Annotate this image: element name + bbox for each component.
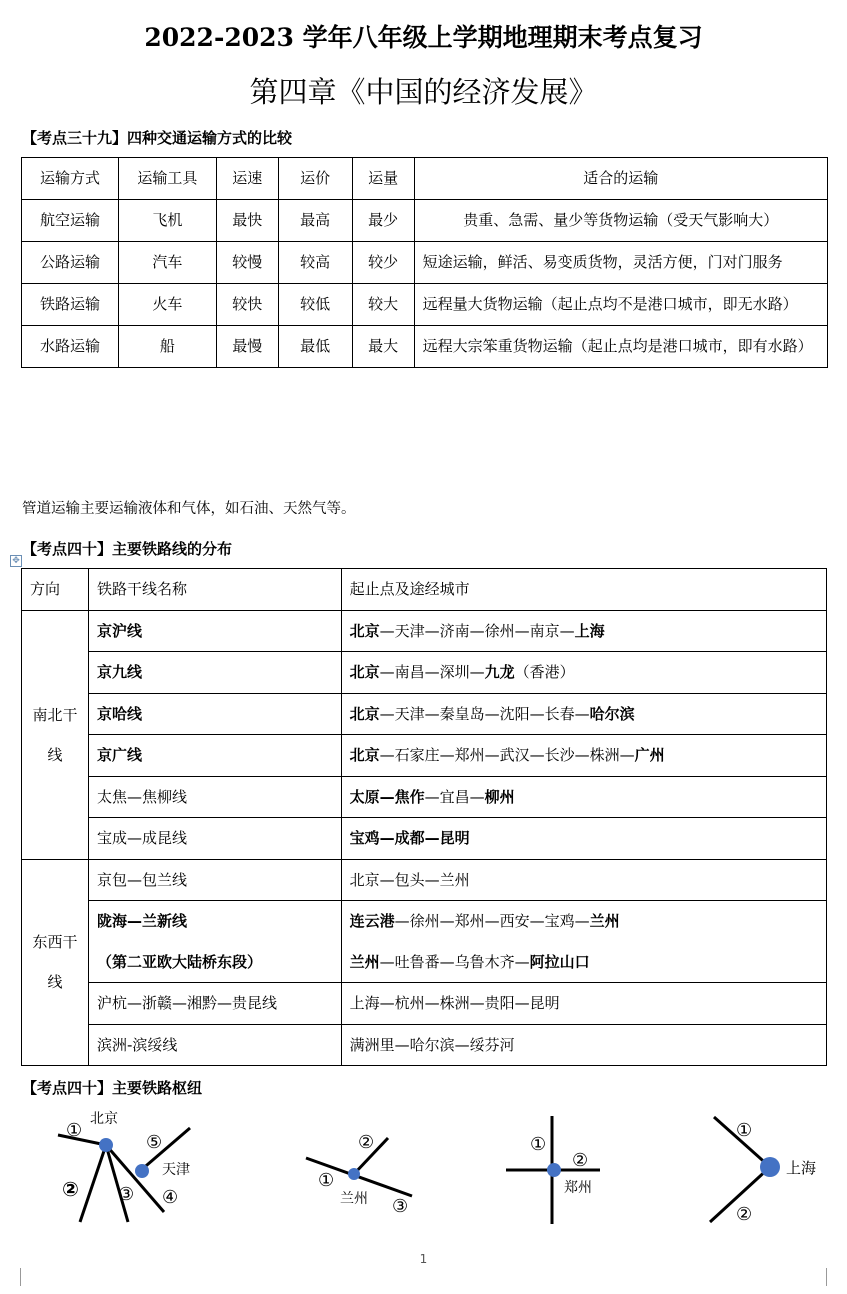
hub-label: 兰州	[340, 1191, 368, 1207]
route-start: 北京	[349, 704, 380, 723]
tianjin-node	[135, 1164, 149, 1178]
table-cell: 最高	[278, 200, 352, 242]
route-end: 广州	[634, 746, 665, 764]
table-cell: 最快	[216, 200, 278, 242]
mark-1: ①	[66, 1120, 83, 1141]
table-cell: 较慢	[216, 242, 278, 284]
table-cell: 较高	[278, 242, 352, 284]
railway-name: 京九线	[88, 652, 341, 694]
rail-line	[80, 1145, 106, 1222]
table-cell: 贵重、急需、量少等货物运输（受天气影响大）	[414, 200, 827, 242]
table-move-handle-icon[interactable]: ✥	[10, 555, 22, 567]
table-cell: 船	[118, 326, 216, 368]
table-cell: 飞机	[118, 200, 216, 242]
table-row	[22, 652, 827, 694]
header-cell: 运输工具	[118, 158, 216, 200]
railway-name-line1: 陇海—兰新线	[96, 912, 187, 930]
group-cell-ns: 南北干线	[22, 610, 89, 859]
hub-label: 北京	[90, 1111, 118, 1127]
table-cell: 短途运输，鲜活、易变质货物，灵活方便，门对门服务	[414, 242, 827, 284]
railway-route	[341, 652, 826, 694]
table-cell: 铁路运输	[22, 284, 119, 326]
mark-5: ⑤	[146, 1132, 163, 1153]
table-row	[22, 326, 828, 368]
mark-2: ②	[572, 1150, 589, 1171]
header-cell: 铁路干线名称	[88, 569, 341, 611]
table-cell: 公路运输	[22, 242, 119, 284]
route-end: 上海	[574, 621, 605, 640]
shanghai-node	[760, 1157, 780, 1177]
table-cell: 航空运输	[22, 200, 119, 242]
route-end: 柳州	[484, 787, 515, 806]
route-mid: —宜昌—	[424, 787, 485, 806]
table-row	[22, 735, 827, 777]
railway-name: 京哈线	[88, 693, 341, 735]
mark-3: ③	[392, 1196, 409, 1217]
railway-route	[341, 735, 826, 777]
railway-table	[21, 568, 827, 1066]
mark-2: ②	[62, 1177, 79, 1201]
table-row	[22, 901, 827, 983]
route-start: 太原—焦作	[349, 787, 425, 806]
route-start: 北京	[349, 663, 380, 681]
header-cell: 适合的运输	[414, 158, 827, 200]
route-mid: —南昌—深圳—	[379, 663, 485, 681]
railway-route: 宝鸡—成都—昆明	[341, 818, 826, 860]
table-row	[22, 242, 828, 284]
railway-name: 宝成—成昆线	[88, 818, 341, 860]
railway-name	[88, 901, 341, 983]
railway-name-line2: （第二亚欧大陆桥东段）	[96, 952, 262, 971]
hub-heading: 【考点四十】主要铁路枢纽	[22, 1079, 203, 1097]
margin-mark	[20, 1268, 21, 1286]
table-cell: 较低	[278, 284, 352, 326]
railway-route	[341, 776, 826, 818]
route-end: 阿拉山口	[529, 952, 590, 971]
table-cell: 最慢	[216, 326, 278, 368]
table-cell: 较快	[216, 284, 278, 326]
hub-label: 天津	[162, 1162, 190, 1178]
route-start: 北京	[349, 621, 380, 640]
table-row	[22, 284, 828, 326]
section-40-heading: 【考点四十】主要铁路线的分布	[22, 540, 233, 558]
mark-1: ①	[736, 1120, 753, 1141]
header-cell: 起止点及途经城市	[341, 569, 826, 611]
header-cell: 运量	[352, 158, 414, 200]
railway-name: 京沪线	[88, 610, 341, 652]
railway-route	[341, 901, 826, 983]
header-cell: 方向	[22, 569, 89, 611]
railway-name: 滨洲-滨绥线	[88, 1024, 341, 1066]
table-cell: 水路运输	[22, 326, 119, 368]
table-cell: 远程量大货物运输（起止点均不是港口城市，即无水路）	[414, 284, 827, 326]
header-cell: 运速	[216, 158, 278, 200]
railway-hub-diagrams	[0, 1100, 847, 1240]
lanzhou-node	[348, 1168, 360, 1180]
page-number: 1	[419, 1252, 428, 1266]
route-start: 兰州	[349, 952, 380, 971]
header-cell: 运输方式	[22, 158, 119, 200]
railway-route	[341, 693, 826, 735]
table-row	[22, 983, 827, 1025]
mark-1: ①	[318, 1170, 335, 1191]
route-end: 九龙	[484, 663, 515, 681]
railway-name: 京广线	[88, 735, 341, 777]
route-mid: —吐鲁番—乌鲁木齐—	[379, 952, 530, 971]
mark-2: ②	[358, 1132, 375, 1153]
table-cell: 最低	[278, 326, 352, 368]
table-row	[22, 776, 827, 818]
table-cell: 火车	[118, 284, 216, 326]
margin-mark	[826, 1268, 827, 1286]
table-row	[22, 1024, 827, 1066]
railway-name: 太焦—焦柳线	[88, 776, 341, 818]
route-note: （香港）	[514, 663, 575, 681]
railway-name: 京包—包兰线	[88, 859, 341, 901]
mark-1: ①	[530, 1134, 547, 1155]
hub-label: 上海	[786, 1159, 817, 1177]
table-cell: 远程大宗笨重货物运输（起止点均是港口城市，即有水路）	[414, 326, 827, 368]
railway-route: 北京—包头—兰州	[341, 859, 826, 901]
railway-route	[341, 610, 826, 652]
route-start: 北京	[349, 746, 380, 764]
route-line1	[350, 901, 818, 942]
hub-label: 郑州	[564, 1180, 592, 1196]
table-header-row	[22, 158, 828, 200]
route-end: 哈尔滨	[589, 704, 635, 723]
table-cell: 汽车	[118, 242, 216, 284]
chapter-title: 第四章《中国的经济发展》	[249, 75, 598, 109]
table-row	[22, 610, 827, 652]
zhengzhou-node	[547, 1163, 561, 1177]
railway-name: 沪杭—浙赣—湘黔—贵昆线	[88, 983, 341, 1025]
route-mid: —石家庄—郑州—武汉—长沙—株洲—	[379, 746, 635, 764]
table-cell: 最大	[352, 326, 414, 368]
route-mid: —天津—济南—徐州—南京—	[379, 621, 575, 640]
railway-route: 满洲里—哈尔滨—绥芬河	[341, 1024, 826, 1066]
route-end: 兰州	[589, 912, 620, 930]
route-line2	[350, 942, 818, 983]
table-header-row	[22, 569, 827, 611]
table-cell: 较大	[352, 284, 414, 326]
route-mid: —天津—秦皇岛—沈阳—长春—	[379, 704, 590, 723]
table-row	[22, 693, 827, 735]
table-cell: 较少	[352, 242, 414, 284]
table-row	[22, 200, 828, 242]
group-cell-ew: 东西干线	[22, 859, 89, 1066]
beijing-node	[99, 1138, 113, 1152]
page-title: 2022-2023 学年八年级上学期地理期末考点复习	[144, 23, 703, 52]
table-cell: 最少	[352, 200, 414, 242]
table-row	[22, 818, 827, 860]
mark-2: ②	[736, 1204, 753, 1225]
transport-comparison-table	[21, 157, 828, 368]
header-cell: 运价	[278, 158, 352, 200]
route-start: 连云港	[349, 912, 395, 930]
railway-route: 上海—杭州—株洲—贵阳—昆明	[341, 983, 826, 1025]
table-row	[22, 859, 827, 901]
mark-4: ④	[162, 1187, 179, 1208]
pipeline-note: 管道运输主要运输液体和气体，如石油、天然气等。	[22, 501, 356, 517]
section-39-heading: 【考点三十九】四种交通运输方式的比较	[22, 129, 293, 147]
mark-3: ③	[118, 1184, 135, 1205]
route-mid: —徐州—郑州—西安—宝鸡—	[394, 912, 590, 930]
